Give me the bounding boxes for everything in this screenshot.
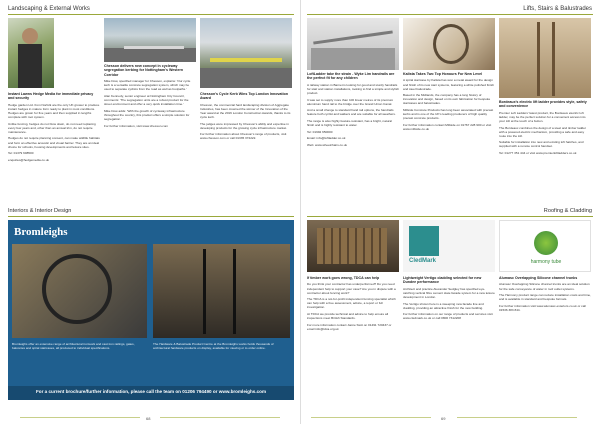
article-para: For further information about Chesson's range of products, visit www.chesson.com or call 01335 372222. — [200, 132, 287, 141]
section-heading: Interiors & Interior Design — [8, 208, 72, 214]
article-title: Kalista Takes Two Top Honours For New Level — [403, 72, 483, 76]
contact-phone: Tel: 01992 650000 — [307, 129, 333, 134]
ad-right-text: The Hardware & Balustrade Product Centre at the Bromleighs works holds thousands of architectural hardware products on display, available for viewing or to order online. — [153, 342, 274, 350]
page-number: 69 — [441, 416, 446, 421]
contact-web[interactable]: Web: www.wheelchairs.co.uk — [307, 142, 348, 147]
section-heading: Roofing & Cladding — [543, 208, 592, 214]
article-para: Alumasc Overlapping Silicone channel trunks are an ideal solution for the safe conveyance of water in roof outlet systems. — [499, 282, 590, 291]
right-page-header: Lifts, Stairs & Balustrades — [523, 6, 592, 12]
article-para: Architect and practice Alexander Sedgley has specified eye-catching vertical fibre cement slate facade system for a new leisure development in London. — [403, 286, 495, 299]
section-rule — [307, 216, 593, 217]
article-para: Millside Concrete Products has long been associated with precast kerbs and is one of the UK's leading producers of high quality precast concrete products. — [403, 107, 494, 121]
article-para: Hedge garden Ltd. from Norfolk are the only UK grower to produce instant hedges in mature form ready to plant in most conditions. Hedges are grown for five years and then supplied in lengths complete with root system. — [8, 102, 100, 120]
article-para: A spiral staircase by Kalista has won a metal award for the design and finish of its new stair systems, featuring a white polished finish and steel balustrade. — [403, 78, 494, 91]
timber-fence-photo — [307, 220, 399, 272]
article-para: Alan Kennedy, senior engineer at Nottingham City Council, comments: 'The segregation units are a robust product for the street environment and offer a very quick installation time.' — [104, 94, 189, 107]
ad-cta[interactable]: For a current brochure/further information, please call the team on 01206 794490 or www.bromleighs.com — [8, 386, 294, 400]
article-title: Alumasc Overlapping Silicone channel trunks — [499, 276, 578, 280]
article-para: Do you think your contractor has underperformed? Do you need independent help to support your case? Are you in dispute with a contractor about fencing work? — [307, 282, 396, 295]
spiral-staircase-photo — [403, 18, 495, 70]
article-link[interactable]: For further information contact Millside on 01767 228 900 or visit www.millside.co.uk — [403, 122, 492, 131]
article-para: The TDCA is a not-for-profit independent fencing specialist which can help with a free assessment, advice, a report or full investigation. — [307, 297, 396, 310]
article-title: Instant Lawns Hedge Media for immediate privacy and security — [8, 92, 94, 101]
article-link[interactable]: Tel: 01277 351 444 or visit www.premierloftladders.co.uk — [499, 151, 577, 156]
section-rule — [8, 216, 294, 217]
article-vertigo — [403, 276, 495, 408]
hedge-photo — [8, 18, 54, 88]
article-loftladder — [307, 72, 399, 210]
article-para: Mike Dow adds: 'With the growth of cycleway infrastructure throughout the country, this product offers a simple solution for segregation.' — [104, 108, 190, 121]
contact-phone: Tel: 01379 608500 — [8, 151, 34, 156]
bromleighs-ad — [8, 220, 294, 400]
article-title: LoftLadder take the strain - Wyke Lim handrails are the perfect fit for any children — [307, 72, 395, 81]
article-para: At TDCA we provide technical and advice to help ensure all inspections meet British Standards. — [307, 311, 389, 321]
page-number-rule — [457, 417, 577, 418]
article-title: Bordeaux's electric lift ladder provides style, safety and convenience — [499, 100, 587, 109]
article-para: Chesson, the commercial hard landscaping division of Aggregate Industries, has been crowned the winner of the Innovation of the Year award at the 2016 London Construction Awards, thanks to its cycle kerb. — [200, 102, 291, 120]
article-para: Mike Dow, specified manager for Chesson, explains: 'Our cycle kerb is a versatile concrete segregation system, which may be used to separate cyclists from the road as well as footpaths.' — [104, 79, 191, 92]
article-para: A railway station in Barnet is looking for good and sturdy handrails for stair and station installations, looking to find a simple and stylish product. — [307, 82, 399, 95]
cycle-kerb-photo — [104, 18, 196, 62]
article-title: Lightweight Vertigo cladding selected for new Dundee performance — [403, 276, 482, 285]
article-chesson-segregation — [104, 64, 196, 210]
page-number-rule — [311, 417, 431, 418]
article-link[interactable]: For further information on our range of products and services visit www.cledmark.co.uk or call 0800 7312208 — [403, 312, 493, 321]
harmony-logo-panel — [499, 220, 591, 272]
article-para: The Harmony product range can reduce installation costs and time, and is available in standard and bespoke formats. — [499, 293, 591, 302]
article-bordeaux — [499, 72, 591, 210]
page-number: 68 — [146, 416, 151, 421]
article-link[interactable]: For further information, visit www.chesson.com — [104, 123, 169, 128]
article-para: Unlike fencing, hedges do not blow down, do not need replacing every few years and, other than an annual trim, do not require maintenance. — [8, 121, 96, 134]
harmony-logo: harmony tube — [530, 259, 562, 265]
ironwork-photo — [12, 244, 147, 338]
award-photo — [200, 18, 292, 88]
cledmark-logo-panel — [403, 220, 495, 272]
article-para: Hedges do not require planning consent, can make wildlife habitats and form an effective acoustic and visual barrier. They are an ideal choice for schools, housing developments and leisure sites. — [8, 136, 100, 149]
left-page-header: Landscaping & External Works — [8, 6, 90, 12]
ad-brand: Bromleighs — [14, 226, 68, 238]
article-para: Premier Loft Ladders' latest product, the Bordeaux electric loft ladder, may be the perfect solution for a convenient access into your loft at the touch of a button. — [499, 110, 586, 123]
article-kalista — [403, 72, 495, 210]
article-title: Chesson's Cycle Kerb Wins Top London Innovation Award — [200, 92, 289, 101]
article-para: The Bordeaux combines the design of a steel and timber ladder with a powered electric mechanism, providing a safe and easy route into the loft. — [499, 125, 587, 138]
article-para: The range is also highly feature-resistant, has a bright, natural finish and is highly resistant to water. — [307, 118, 392, 128]
header-rule — [307, 14, 593, 15]
article-para: Based in the Midlands, the company has a long history of innovation and design, based on its own fabrication for bespoke staircases and balustrades. — [403, 93, 491, 106]
article-hedge — [8, 92, 100, 210]
header-rule — [8, 14, 294, 15]
article-para: The Vertigo shown here is a sweeping new facade line and cladding, providing an attractive finish for the new building. — [403, 301, 484, 310]
article-alumasc — [499, 276, 591, 408]
page-number-rule — [20, 417, 140, 418]
handrail-photo — [307, 18, 399, 70]
article-chesson-award — [200, 92, 292, 210]
article-para: The judges were impressed by Chesson's ability and expertise in developing products for the growing cycle infrastructure market. — [200, 121, 289, 130]
article-link[interactable]: For more information contact Jamie Stott on 01491 720437 or email info@tdca.org.uk — [307, 322, 392, 331]
ad-left-text: Bromleighs offer an extensive range of architectural ironwork and cast iron railings, gates, balconies and spiral staircases, all produced to individual specifications. — [12, 342, 135, 350]
cledmark-logo: CledMark — [409, 258, 437, 264]
article-title: If timber work goes wrong, TDCA can help — [307, 276, 380, 280]
page-number-rule — [160, 417, 280, 418]
photo-caption: Chesson delivers new concept in cycleway segregation kerbing for Nottingham's Western Corridor — [104, 64, 184, 77]
article-para: And a small change to standard hand rail options, the handrails feature both cyclist and walkers and are suitable for all weathers. — [307, 108, 396, 117]
article-link[interactable]: For further information visit www.alumasc-exteriors.co.uk or call 01536 383 844. — [499, 303, 586, 312]
article-para: It was set to supply more than 100 linear metres of its premium aluminium hand rail to the bridge over the Grand Union Canal. — [307, 97, 394, 106]
contact-email[interactable]: enquiries@hedgemedia.co.uk — [8, 157, 49, 162]
article-para: Suitable for installation into new and existing loft hatches, and supplied with a remote control handset. — [499, 140, 584, 149]
staircase-photo — [153, 244, 290, 338]
contact-email[interactable]: Email: info@loftladder.co.uk — [307, 136, 346, 141]
harmony-logo-icon — [534, 231, 558, 255]
article-tdca — [307, 276, 399, 408]
right-page — [300, 0, 600, 424]
